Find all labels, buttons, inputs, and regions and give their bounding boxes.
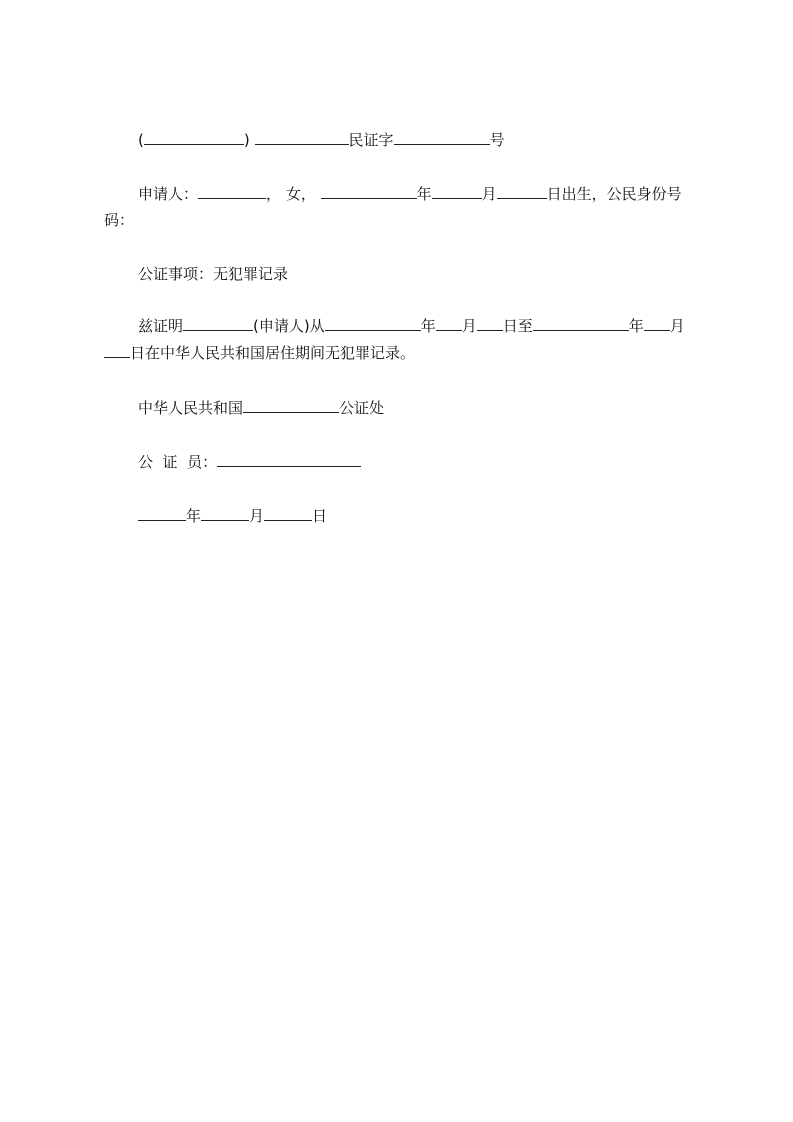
hao-label: 号 (489, 131, 505, 149)
to-year-label: 年 (628, 317, 644, 335)
notary-label: 公 证 员： (138, 453, 218, 471)
certify-prefix: 兹证明 (138, 317, 184, 335)
birth-day-blank[interactable] (497, 184, 547, 199)
to-year-blank[interactable] (533, 316, 629, 331)
office-name-blank[interactable] (243, 398, 339, 413)
to-day-blank[interactable] (104, 343, 130, 358)
office-prefix: 中华人民共和国 (138, 399, 244, 417)
applicant-name-blank[interactable] (198, 184, 266, 199)
day-born-label: 日出生，公民身份号 (546, 185, 682, 203)
applicant-line-2 (104, 208, 704, 232)
to-month-blank[interactable] (644, 316, 670, 331)
min-zheng-zi-label: 民证字 (348, 131, 394, 149)
birth-year-blank[interactable] (321, 184, 417, 199)
certify-line (104, 314, 738, 338)
year-code-blank[interactable] (255, 130, 349, 145)
from-month-label: 月 (461, 317, 477, 335)
gender-text: 女， (285, 185, 316, 203)
date-line (104, 504, 738, 528)
matter-line (104, 262, 738, 286)
sign-month-blank[interactable] (201, 506, 249, 521)
to-month-label: 月 (669, 317, 685, 335)
certify-rest: 日在中华人民共和国居住期间无犯罪记录。 (130, 344, 416, 362)
sign-month-label: 月 (249, 507, 265, 525)
office-line (104, 396, 738, 420)
applicant-paren-text: (申请人)从 (253, 317, 325, 335)
from-month-blank[interactable] (436, 316, 462, 331)
matter-text: 公证事项：无犯罪记录 (138, 265, 289, 283)
notary-signature-blank[interactable] (217, 452, 361, 467)
year-label: 年 (416, 185, 432, 203)
from-day-blank[interactable] (477, 316, 503, 331)
open-paren: ( (138, 131, 144, 149)
notary-line (104, 450, 738, 474)
month-label: 月 (481, 185, 497, 203)
document-number-line (104, 128, 738, 152)
sign-day-blank[interactable] (264, 506, 312, 521)
from-year-label: 年 (420, 317, 436, 335)
applicant-comma: ， (266, 185, 282, 203)
certify-name-blank[interactable] (183, 316, 253, 331)
birth-month-blank[interactable] (432, 184, 482, 199)
close-paren: ) (243, 131, 250, 149)
from-year-blank[interactable] (325, 316, 421, 331)
office-code-blank[interactable] (144, 130, 244, 145)
certify-line-2 (104, 341, 704, 365)
sign-year-label: 年 (186, 507, 202, 525)
applicant-label: 申请人： (138, 185, 199, 203)
id-number-label: 码： (104, 211, 135, 229)
applicant-line (104, 182, 738, 206)
sign-day-label: 日 (312, 507, 328, 525)
sign-year-blank[interactable] (138, 506, 186, 521)
serial-number-blank[interactable] (394, 130, 490, 145)
office-suffix: 公证处 (339, 399, 385, 417)
day-to-label: 日至 (502, 317, 533, 335)
